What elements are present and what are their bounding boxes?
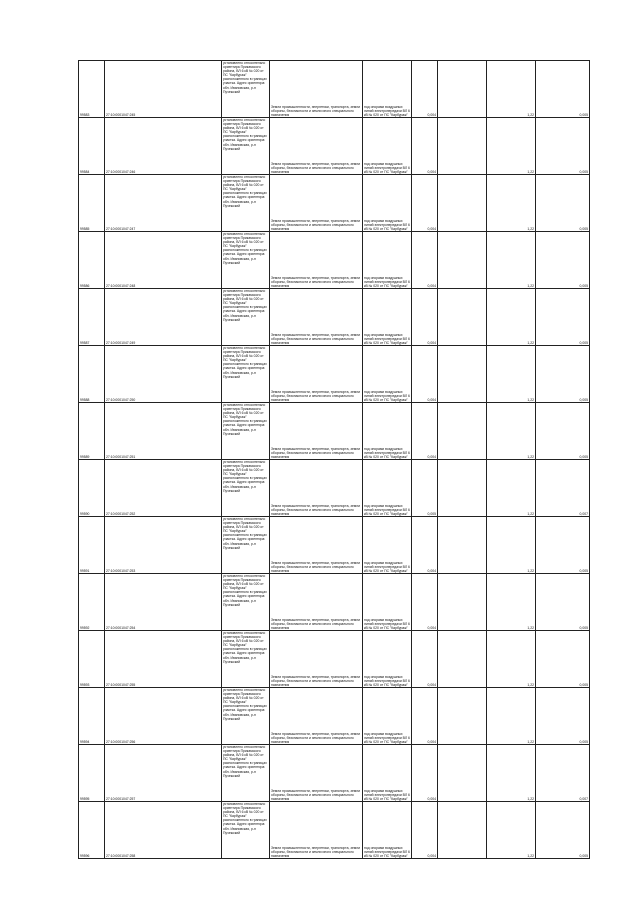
location-description-text: установлено относительно ориентира Прикамского района, ВЛ 6 кВ № 020 от ПС "Карбураж" расположенного в границах участка. Адрес ориентира: обл. Ивановская, р-н Пучежский [223,403,267,436]
area-value: 0,004 [412,517,438,574]
row-number: 99593 [79,631,105,688]
permitted-use: под опорами воздушных линий электропередачи ВЛ 6 кВ № 020 от ПС "Карбураж" [363,517,412,574]
cadastral-number: 27:10:0001047:253 [105,517,222,574]
empty-cell [438,688,487,745]
rate-value: 1,22 [487,574,536,631]
location-description [222,346,270,403]
cadastral-number: 27:10:0001047:258 [105,802,222,859]
land-category: Земли промышленности, энергетики, транспорта, земли обороны, безопасности и земли иного специального назначения [270,574,363,631]
location-description [222,403,270,460]
row-number: 99587 [79,289,105,346]
location-description-text: установлено относительно ориентира Прикамского района, ВЛ 6 кВ № 020 от ПС "Карбураж" расположенного в границах участка. Адрес ориентира: обл. Ивановская, р-н Пучежский [223,631,267,664]
permitted-use: под опорами воздушных линий электропередачи ВЛ 6 кВ № 020 от ПС "Карбураж" [363,346,412,403]
area-value: 0,004 [412,118,438,175]
permitted-use: под опорами воздушных линий электропередачи ВЛ 6 кВ № 020 от ПС "Карбураж" [363,745,412,802]
cadastral-number: 27:10:0001047:249 [105,289,222,346]
location-description-text: установлено относительно ориентира Прикамского района, ВЛ 6 кВ № 020 от ПС "Карбураж" расположенного в границах участка. Адрес ориентира: обл. Ивановская, р-н Пучежский [223,460,267,493]
location-description-text: установлено относительно ориентира Прикамского района, ВЛ 6 кВ № 020 от ПС "Карбураж" расположенного в границах участка. Адрес ориентира: обл. Ивановская, р-н Пучежский [223,745,267,778]
row-number: 99596 [79,802,105,859]
location-description [222,232,270,289]
row-number: 99594 [79,688,105,745]
permitted-use: под опорами воздушных линий электропередачи ВЛ 6 кВ № 020 от ПС "Карбураж" [363,631,412,688]
location-description-text: установлено относительно ориентира Прикамского района, ВЛ 6 кВ № 020 от ПС "Карбураж" расположенного в границах участка. Адрес ориентира: обл. Ивановская, р-н Пучежский [223,175,267,208]
row-number: 99590 [79,460,105,517]
location-description [222,61,270,118]
cadastral-number: 27:10:0001047:248 [105,232,222,289]
location-description [222,289,270,346]
result-value: 0,005 [536,232,590,289]
result-value: 0,005 [536,631,590,688]
area-value: 0,004 [412,745,438,802]
row-number: 99584 [79,118,105,175]
result-value: 0,005 [536,574,590,631]
land-plots-table [78,60,590,859]
rate-value: 1,22 [487,745,536,802]
location-description-text: установлено относительно ориентира Прикамского района, ВЛ 6 кВ № 020 от ПС "Карбураж" расположенного в границах участка. Адрес ориентира: обл. Ивановская, р-н Пучежский [223,688,267,721]
rate-value: 1,22 [487,289,536,346]
table-row [79,574,590,631]
permitted-use: под опорами воздушных линий электропередачи ВЛ 6 кВ № 020 от ПС "Карбураж" [363,61,412,118]
location-description-text: установлено относительно ориентира Прикамского района, ВЛ 6 кВ № 020 от ПС "Карбураж" расположенного в границах участка. Адрес ориентира: обл. Ивановская, р-н Пучежский [223,289,267,322]
rate-value: 1,22 [487,118,536,175]
land-category: Земли промышленности, энергетики, транспорта, земли обороны, безопасности и земли иного специального назначения [270,631,363,688]
rate-value: 1,22 [487,232,536,289]
rate-value: 1,22 [487,631,536,688]
row-number: 99583 [79,61,105,118]
land-category: Земли промышленности, энергетики, транспорта, земли обороны, безопасности и земли иного специального назначения [270,403,363,460]
location-description-text: установлено относительно ориентира Прикамского района, ВЛ 6 кВ № 020 от ПС "Карбураж" расположенного в границах участка. Адрес ориентира: обл. Ивановская, р-н Пучежский [223,232,267,265]
area-value: 0,004 [412,232,438,289]
table-row [79,631,590,688]
location-description [222,460,270,517]
table-row [79,403,590,460]
rate-value: 1,22 [487,403,536,460]
empty-cell [438,232,487,289]
location-description-text: установлено относительно ориентира Прикамского района, ВЛ 6 кВ № 020 от ПС "Карбураж" расположенного в границах участка. Адрес ориентира: обл. Ивановская, р-н Пучежский [223,802,267,835]
result-value: 0,005 [536,517,590,574]
result-value: 0,007 [536,745,590,802]
table-row [79,346,590,403]
land-category: Земли промышленности, энергетики, транспорта, земли обороны, безопасности и земли иного специального назначения [270,118,363,175]
location-description-text: установлено относительно ориентира Прикамского района, ВЛ 6 кВ № 020 от ПС "Карбураж" расположенного в границах участка. Адрес ориентира: обл. Ивановская, р-н Пучежский [223,517,267,550]
location-description-text: установлено относительно ориентира Прикамского района, ВЛ 6 кВ № 020 от ПС "Карбураж" расположенного в границах участка. Адрес ориентира: обл. Ивановская, р-н Пучежский [223,118,267,151]
result-value: 0,005 [536,61,590,118]
land-category: Земли промышленности, энергетики, транспорта, земли обороны, безопасности и земли иного специального назначения [270,232,363,289]
cadastral-number: 27:10:0001047:251 [105,403,222,460]
cadastral-number: 27:10:0001047:250 [105,346,222,403]
empty-cell [438,745,487,802]
table-row [79,460,590,517]
land-category: Земли промышленности, энергетики, транспорта, земли обороны, безопасности и земли иного специального назначения [270,460,363,517]
table-row [79,802,590,859]
result-value: 0,005 [536,175,590,232]
permitted-use: под опорами воздушных линий электропередачи ВЛ 6 кВ № 020 от ПС "Карбураж" [363,232,412,289]
result-value: 0,005 [536,688,590,745]
cadastral-number: 27:10:0001047:246 [105,118,222,175]
rate-value: 1,22 [487,175,536,232]
area-value: 0,004 [412,175,438,232]
empty-cell [438,289,487,346]
row-number: 99589 [79,403,105,460]
empty-cell [438,517,487,574]
result-value: 0,005 [536,403,590,460]
document-page [78,60,588,859]
cadastral-number: 27:10:0001047:256 [105,688,222,745]
cadastral-number: 27:10:0001047:257 [105,745,222,802]
empty-cell [438,631,487,688]
empty-cell [438,460,487,517]
permitted-use: под опорами воздушных линий электропередачи ВЛ 6 кВ № 020 от ПС "Карбураж" [363,688,412,745]
result-value: 0,005 [536,346,590,403]
result-value: 0,005 [536,289,590,346]
location-description [222,802,270,859]
rate-value: 1,22 [487,460,536,517]
location-description [222,517,270,574]
permitted-use: под опорами воздушных линий электропередачи ВЛ 6 кВ № 020 от ПС "Карбураж" [363,574,412,631]
table-row [79,232,590,289]
cadastral-number: 27:10:0001047:255 [105,631,222,688]
land-category: Земли промышленности, энергетики, транспорта, земли обороны, безопасности и земли иного специального назначения [270,289,363,346]
table-row [79,745,590,802]
area-value: 0,004 [412,403,438,460]
area-value: 0,004 [412,802,438,859]
area-value: 0,004 [412,61,438,118]
area-value: 0,004 [412,631,438,688]
empty-cell [438,403,487,460]
table-row [79,175,590,232]
rate-value: 1,22 [487,517,536,574]
area-value: 0,004 [412,346,438,403]
land-category: Земли промышленности, энергетики, транспорта, земли обороны, безопасности и земли иного специального назначения [270,745,363,802]
area-value: 0,004 [412,574,438,631]
permitted-use: под опорами воздушных линий электропередачи ВЛ 6 кВ № 020 от ПС "Карбураж" [363,118,412,175]
location-description [222,688,270,745]
rate-value: 1,22 [487,346,536,403]
permitted-use: под опорами воздушных линий электропередачи ВЛ 6 кВ № 020 от ПС "Карбураж" [363,289,412,346]
land-category: Земли промышленности, энергетики, транспорта, земли обороны, безопасности и земли иного специального назначения [270,802,363,859]
area-value: 0,005 [412,460,438,517]
empty-cell [438,118,487,175]
rate-value: 1,22 [487,61,536,118]
table-row [79,688,590,745]
location-description-text: установлено относительно ориентира Прикамского района, ВЛ 6 кВ № 020 от ПС "Карбураж" расположенного в границах участка. Адрес ориентира: обл. Ивановская, р-н Пучежский [223,346,267,379]
result-value: 0,005 [536,118,590,175]
row-number: 99586 [79,232,105,289]
empty-cell [438,574,487,631]
empty-cell [438,61,487,118]
cadastral-number: 27:10:0001047:252 [105,460,222,517]
cadastral-number: 27:10:0001047:254 [105,574,222,631]
permitted-use: под опорами воздушных линий электропередачи ВЛ 6 кВ № 020 от ПС "Карбураж" [363,460,412,517]
location-description-text: установлено относительно ориентира Прикамского района, ВЛ 6 кВ № 020 от ПС "Карбураж" расположенного в границах участка. Адрес ориентира: обл. Ивановская, р-н Пучежский [223,61,267,94]
empty-cell [438,802,487,859]
table-row [79,289,590,346]
empty-cell [438,346,487,403]
empty-cell [438,175,487,232]
table-row [79,517,590,574]
row-number: 99592 [79,574,105,631]
result-value: 0,007 [536,460,590,517]
rate-value: 1,22 [487,688,536,745]
row-number: 99595 [79,745,105,802]
rate-value: 1,22 [487,802,536,859]
land-category: Земли промышленности, энергетики, транспорта, земли обороны, безопасности и земли иного специального назначения [270,688,363,745]
location-description-text: установлено относительно ориентира Прикамского района, ВЛ 6 кВ № 020 от ПС "Карбураж" расположенного в границах участка. Адрес ориентира: обл. Ивановская, р-н Пучежский [223,574,267,607]
table-body [79,61,590,859]
location-description [222,631,270,688]
cadastral-number: 27:10:0001047:245 [105,61,222,118]
land-category: Земли промышленности, энергетики, транспорта, земли обороны, безопасности и земли иного специального назначения [270,61,363,118]
land-category: Земли промышленности, энергетики, транспорта, земли обороны, безопасности и земли иного специального назначения [270,517,363,574]
land-category: Земли промышленности, энергетики, транспорта, земли обороны, безопасности и земли иного специального назначения [270,346,363,403]
location-description [222,118,270,175]
row-number: 99591 [79,517,105,574]
cadastral-number: 27:10:0001047:247 [105,175,222,232]
permitted-use: под опорами воздушных линий электропередачи ВЛ 6 кВ № 020 от ПС "Карбураж" [363,403,412,460]
area-value: 0,004 [412,289,438,346]
result-value: 0,005 [536,802,590,859]
row-number: 99588 [79,346,105,403]
location-description [222,745,270,802]
location-description [222,574,270,631]
table-row [79,61,590,118]
permitted-use: под опорами воздушных линий электропередачи ВЛ 6 кВ № 020 от ПС "Карбураж" [363,175,412,232]
land-category: Земли промышленности, энергетики, транспорта, земли обороны, безопасности и земли иного специального назначения [270,175,363,232]
row-number: 99585 [79,175,105,232]
table-row [79,118,590,175]
area-value: 0,004 [412,688,438,745]
permitted-use: под опорами воздушных линий электропередачи ВЛ 6 кВ № 020 от ПС "Карбураж" [363,802,412,859]
location-description [222,175,270,232]
